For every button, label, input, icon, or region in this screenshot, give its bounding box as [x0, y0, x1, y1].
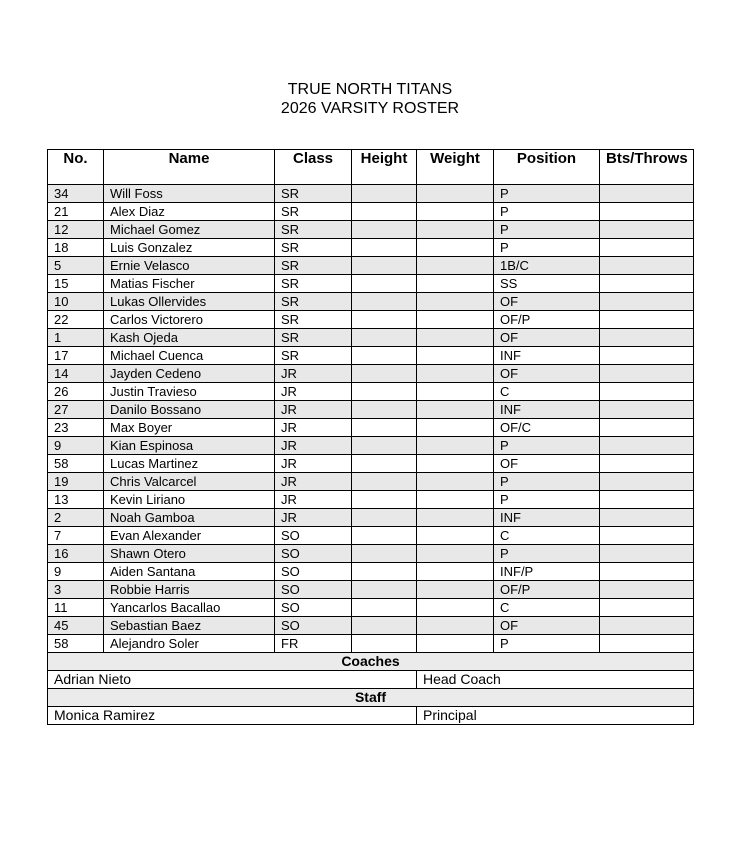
table-row: [48, 455, 694, 473]
cell-position: OF: [494, 455, 600, 473]
cell-position: C: [494, 599, 600, 617]
coaches-heading-row: [48, 653, 694, 671]
roster-subtitle: 2026 VARSITY ROSTER: [280, 100, 460, 117]
cell-position: P: [494, 221, 600, 239]
staff-row: [48, 707, 694, 725]
cell-name: Lukas Ollervides: [104, 293, 275, 311]
cell-height: [352, 347, 417, 365]
cell-height: [352, 527, 417, 545]
cell-weight: [417, 203, 494, 221]
cell-name: Michael Cuenca: [104, 347, 275, 365]
cell-weight: [417, 563, 494, 581]
col-header-name: Name: [104, 150, 275, 185]
cell-bats-throws: [600, 617, 694, 635]
cell-weight: [417, 437, 494, 455]
cell-height: [352, 239, 417, 257]
cell-number: 26: [48, 383, 104, 401]
cell-name: Lucas Martinez: [104, 455, 275, 473]
cell-number: 22: [48, 311, 104, 329]
cell-bats-throws: [600, 239, 694, 257]
table-row: [48, 383, 694, 401]
col-header-no: No.: [48, 150, 104, 185]
cell-bats-throws: [600, 509, 694, 527]
cell-height: [352, 383, 417, 401]
player-rows: [48, 185, 694, 653]
cell-height: [352, 617, 417, 635]
table-row: [48, 437, 694, 455]
cell-class: JR: [275, 401, 352, 419]
table-row: [48, 581, 694, 599]
table-row: [48, 293, 694, 311]
cell-position: P: [494, 545, 600, 563]
cell-position: OF: [494, 365, 600, 383]
col-header-position: Position: [494, 150, 600, 185]
coaches-heading: Coaches: [48, 653, 694, 671]
table-row: [48, 239, 694, 257]
cell-height: [352, 329, 417, 347]
cell-class: JR: [275, 383, 352, 401]
cell-weight: [417, 383, 494, 401]
cell-class: JR: [275, 419, 352, 437]
col-header-height: Height: [352, 150, 417, 185]
cell-height: [352, 455, 417, 473]
cell-class: SO: [275, 563, 352, 581]
cell-weight: [417, 509, 494, 527]
table-row: [48, 221, 694, 239]
cell-height: [352, 203, 417, 221]
roster-header: [48, 150, 694, 185]
cell-position: 1B/C: [494, 257, 600, 275]
cell-height: [352, 473, 417, 491]
cell-number: 17: [48, 347, 104, 365]
cell-weight: [417, 455, 494, 473]
cell-bats-throws: [600, 491, 694, 509]
roster-title-block: [0, 80, 740, 118]
cell-bats-throws: [600, 563, 694, 581]
cell-weight: [417, 221, 494, 239]
cell-position: INF: [494, 401, 600, 419]
cell-number: 23: [48, 419, 104, 437]
cell-number: 14: [48, 365, 104, 383]
cell-name: Max Boyer: [104, 419, 275, 437]
cell-weight: [417, 347, 494, 365]
table-row: [48, 185, 694, 203]
cell-name: Kian Espinosa: [104, 437, 275, 455]
cell-height: [352, 491, 417, 509]
staff-heading: Staff: [48, 689, 694, 707]
cell-class: SR: [275, 311, 352, 329]
coach-row: [48, 671, 694, 689]
cell-bats-throws: [600, 347, 694, 365]
cell-name: Jayden Cedeno: [104, 365, 275, 383]
cell-bats-throws: [600, 221, 694, 239]
cell-weight: [417, 311, 494, 329]
cell-bats-throws: [600, 185, 694, 203]
cell-position: OF: [494, 617, 600, 635]
cell-height: [352, 419, 417, 437]
cell-bats-throws: [600, 401, 694, 419]
cell-bats-throws: [600, 275, 694, 293]
col-header-weight: Weight: [417, 150, 494, 185]
cell-class: JR: [275, 365, 352, 383]
cell-class: SR: [275, 203, 352, 221]
cell-number: 13: [48, 491, 104, 509]
cell-weight: [417, 581, 494, 599]
staff-role: Principal: [417, 707, 694, 725]
cell-class: JR: [275, 491, 352, 509]
cell-position: P: [494, 437, 600, 455]
staff-section: [48, 653, 694, 725]
cell-number: 2: [48, 509, 104, 527]
cell-class: SR: [275, 329, 352, 347]
cell-weight: [417, 185, 494, 203]
cell-position: SS: [494, 275, 600, 293]
cell-height: [352, 185, 417, 203]
cell-position: INF/P: [494, 563, 600, 581]
cell-name: Chris Valcarcel: [104, 473, 275, 491]
cell-position: P: [494, 203, 600, 221]
cell-number: 58: [48, 455, 104, 473]
table-row: [48, 545, 694, 563]
cell-name: Evan Alexander: [104, 527, 275, 545]
staff-heading-row: [48, 689, 694, 707]
cell-name: Robbie Harris: [104, 581, 275, 599]
staff-name: Monica Ramirez: [48, 707, 417, 725]
table-row: [48, 329, 694, 347]
cell-number: 27: [48, 401, 104, 419]
cell-name: Yancarlos Bacallao: [104, 599, 275, 617]
table-row: [48, 311, 694, 329]
cell-name: Justin Travieso: [104, 383, 275, 401]
cell-height: [352, 509, 417, 527]
cell-bats-throws: [600, 383, 694, 401]
cell-height: [352, 563, 417, 581]
cell-name: Ernie Velasco: [104, 257, 275, 275]
cell-number: 7: [48, 527, 104, 545]
cell-height: [352, 401, 417, 419]
table-row: [48, 509, 694, 527]
cell-position: P: [494, 239, 600, 257]
col-header-class: Class: [275, 150, 352, 185]
cell-class: SR: [275, 275, 352, 293]
team-title: TRUE NORTH TITANS: [287, 81, 453, 98]
cell-position: OF/P: [494, 311, 600, 329]
cell-bats-throws: [600, 455, 694, 473]
cell-bats-throws: [600, 599, 694, 617]
cell-height: [352, 635, 417, 653]
cell-name: Danilo Bossano: [104, 401, 275, 419]
cell-weight: [417, 491, 494, 509]
cell-class: SR: [275, 239, 352, 257]
cell-number: 9: [48, 563, 104, 581]
table-row: [48, 617, 694, 635]
cell-number: 15: [48, 275, 104, 293]
cell-weight: [417, 275, 494, 293]
cell-height: [352, 221, 417, 239]
cell-class: JR: [275, 473, 352, 491]
cell-name: Michael Gomez: [104, 221, 275, 239]
cell-number: 45: [48, 617, 104, 635]
cell-class: SR: [275, 221, 352, 239]
cell-class: JR: [275, 455, 352, 473]
cell-weight: [417, 293, 494, 311]
header-row: [48, 150, 694, 185]
cell-name: Carlos Victorero: [104, 311, 275, 329]
cell-number: 12: [48, 221, 104, 239]
cell-class: JR: [275, 437, 352, 455]
cell-position: P: [494, 491, 600, 509]
table-row: [48, 275, 694, 293]
cell-number: 1: [48, 329, 104, 347]
cell-name: Aiden Santana: [104, 563, 275, 581]
cell-number: 34: [48, 185, 104, 203]
table-row: [48, 527, 694, 545]
cell-bats-throws: [600, 203, 694, 221]
table-row: [48, 365, 694, 383]
table-row: [48, 203, 694, 221]
cell-position: P: [494, 635, 600, 653]
cell-height: [352, 275, 417, 293]
table-row: [48, 473, 694, 491]
cell-name: Alex Diaz: [104, 203, 275, 221]
cell-number: 21: [48, 203, 104, 221]
cell-name: Kash Ojeda: [104, 329, 275, 347]
table-row: [48, 347, 694, 365]
cell-number: 18: [48, 239, 104, 257]
cell-weight: [417, 257, 494, 275]
cell-name: Shawn Otero: [104, 545, 275, 563]
cell-bats-throws: [600, 293, 694, 311]
cell-bats-throws: [600, 527, 694, 545]
cell-bats-throws: [600, 419, 694, 437]
cell-number: 3: [48, 581, 104, 599]
cell-height: [352, 311, 417, 329]
cell-weight: [417, 365, 494, 383]
cell-class: SR: [275, 293, 352, 311]
table-row: [48, 491, 694, 509]
cell-class: SR: [275, 347, 352, 365]
cell-position: INF: [494, 347, 600, 365]
cell-position: OF/P: [494, 581, 600, 599]
roster-table: [47, 149, 694, 725]
cell-bats-throws: [600, 545, 694, 563]
cell-class: SO: [275, 545, 352, 563]
cell-bats-throws: [600, 257, 694, 275]
cell-number: 16: [48, 545, 104, 563]
cell-position: OF/C: [494, 419, 600, 437]
table-row: [48, 599, 694, 617]
cell-bats-throws: [600, 365, 694, 383]
cell-name: Luis Gonzalez: [104, 239, 275, 257]
coach-role: Head Coach: [417, 671, 694, 689]
cell-name: Sebastian Baez: [104, 617, 275, 635]
cell-height: [352, 293, 417, 311]
cell-name: Noah Gamboa: [104, 509, 275, 527]
cell-height: [352, 581, 417, 599]
cell-weight: [417, 527, 494, 545]
cell-class: SO: [275, 599, 352, 617]
cell-class: SO: [275, 527, 352, 545]
cell-bats-throws: [600, 473, 694, 491]
cell-height: [352, 437, 417, 455]
cell-name: Alejandro Soler: [104, 635, 275, 653]
cell-number: 5: [48, 257, 104, 275]
cell-weight: [417, 239, 494, 257]
cell-height: [352, 365, 417, 383]
cell-weight: [417, 545, 494, 563]
cell-weight: [417, 401, 494, 419]
cell-class: SO: [275, 581, 352, 599]
cell-position: OF: [494, 293, 600, 311]
table-row: [48, 635, 694, 653]
cell-class: SR: [275, 257, 352, 275]
cell-name: Kevin Liriano: [104, 491, 275, 509]
cell-number: 58: [48, 635, 104, 653]
cell-name: Will Foss: [104, 185, 275, 203]
cell-weight: [417, 473, 494, 491]
cell-weight: [417, 635, 494, 653]
cell-number: 19: [48, 473, 104, 491]
cell-bats-throws: [600, 311, 694, 329]
cell-number: 10: [48, 293, 104, 311]
cell-class: SO: [275, 617, 352, 635]
cell-position: C: [494, 383, 600, 401]
coach-name: Adrian Nieto: [48, 671, 417, 689]
cell-number: 9: [48, 437, 104, 455]
cell-position: INF: [494, 509, 600, 527]
cell-weight: [417, 419, 494, 437]
cell-position: C: [494, 527, 600, 545]
cell-height: [352, 599, 417, 617]
col-header-bats-throws: Bts/Throws: [600, 150, 694, 185]
cell-position: P: [494, 473, 600, 491]
table-row: [48, 563, 694, 581]
cell-class: FR: [275, 635, 352, 653]
cell-class: JR: [275, 509, 352, 527]
cell-bats-throws: [600, 635, 694, 653]
cell-bats-throws: [600, 581, 694, 599]
table-row: [48, 419, 694, 437]
cell-name: Matias Fischer: [104, 275, 275, 293]
table-row: [48, 401, 694, 419]
cell-class: SR: [275, 185, 352, 203]
cell-number: 11: [48, 599, 104, 617]
cell-height: [352, 257, 417, 275]
cell-weight: [417, 617, 494, 635]
cell-height: [352, 545, 417, 563]
cell-weight: [417, 599, 494, 617]
cell-bats-throws: [600, 329, 694, 347]
table-row: [48, 257, 694, 275]
cell-bats-throws: [600, 437, 694, 455]
cell-position: P: [494, 185, 600, 203]
cell-weight: [417, 329, 494, 347]
cell-position: OF: [494, 329, 600, 347]
